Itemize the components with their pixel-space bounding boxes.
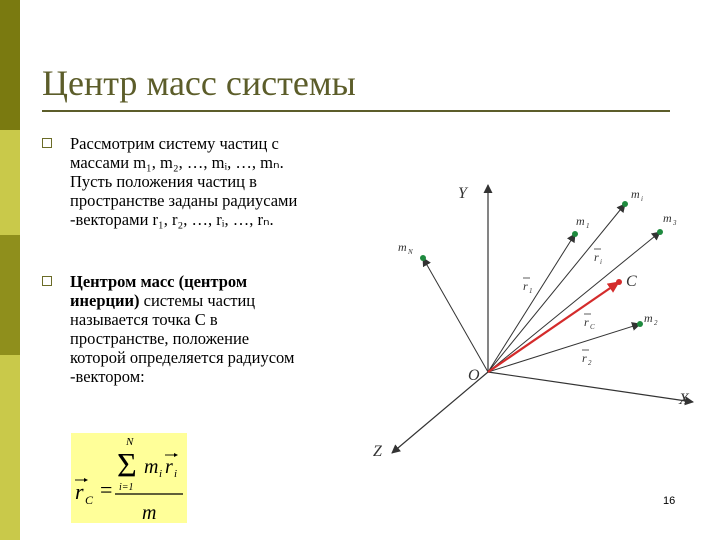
vector-arrow	[174, 453, 178, 457]
numerator-vector-sub: i	[174, 468, 178, 480]
sidebar-band	[0, 130, 20, 235]
numerator-vector: r	[165, 456, 173, 478]
formula-equals: =	[100, 477, 113, 502]
sum-upper-limit: N	[126, 436, 134, 448]
formula-lhs: r	[75, 479, 84, 504]
text-line: Пусть положения частиц в	[70, 172, 257, 191]
numerator-mass: m	[144, 456, 159, 478]
text-line: пространстве заданы радиусами	[70, 191, 298, 210]
mass-point-3	[657, 229, 663, 235]
sidebar-band	[0, 235, 20, 355]
label-rc: r	[584, 315, 589, 329]
z-axis	[392, 372, 488, 453]
text-line: массами m₁, m₂, …, mᵢ, …, mₙ.	[70, 153, 284, 172]
z-axis-label: Z	[373, 443, 382, 460]
origin-label: O	[468, 367, 480, 384]
label-m2-sub: 2	[654, 319, 658, 327]
vector-rn	[423, 258, 488, 372]
mass-point-2	[637, 321, 643, 327]
vector-rc	[488, 282, 619, 372]
label-mn-sub: N	[408, 248, 413, 256]
label-m3-sub: 3	[673, 219, 677, 227]
label-m2: m	[644, 311, 653, 325]
label-ri-sub: i	[600, 258, 602, 266]
text-line: -векторами r₁, r₂, …, rᵢ, …, rₙ.	[70, 210, 274, 229]
y-axis-label: Y	[458, 185, 467, 202]
text-line: которой определяется радиусом	[70, 348, 295, 367]
denominator: m	[142, 502, 157, 523]
text-line: называется точка C в	[70, 310, 218, 329]
slide-title: Центр масс системы	[42, 63, 356, 103]
center-of-mass-point	[616, 279, 622, 285]
coordinate-diagram	[360, 175, 700, 475]
label-mn: m	[398, 240, 407, 254]
numerator-mass-sub: i	[159, 468, 163, 480]
vector-arrow	[84, 478, 88, 482]
square-bullet-icon	[42, 138, 52, 148]
sidebar-band	[0, 355, 20, 540]
mass-point-n	[420, 255, 426, 261]
bullet-paragraph-2	[70, 272, 360, 386]
text-line: Рассмотрим систему частиц с	[70, 134, 279, 153]
sidebar-band	[0, 0, 20, 130]
text-line: пространстве, положение	[70, 329, 250, 348]
text-line: -вектором:	[70, 367, 145, 386]
bullet-paragraph-1	[70, 134, 360, 229]
label-m3: m	[663, 211, 672, 225]
label-r2: r	[582, 351, 587, 365]
sidebar-decoration	[0, 0, 20, 540]
label-m1-sub: 1	[586, 222, 590, 230]
vector-r1	[488, 234, 575, 372]
square-bullet-icon	[42, 276, 52, 286]
sum-sign: Σ	[117, 447, 137, 484]
sum-lower-limit: i=1	[119, 482, 134, 493]
definition-term: инерции)	[70, 291, 140, 310]
label-r1-sub: 1	[529, 287, 533, 295]
label-r1: r	[523, 279, 528, 293]
label-mi: m	[631, 187, 640, 201]
label-c: C	[626, 273, 637, 290]
title-underline	[42, 110, 670, 112]
mass-point-1	[572, 231, 578, 237]
definition-term: Центром масс (центром	[70, 272, 248, 291]
label-m1: m	[576, 214, 585, 228]
label-ri: r	[594, 250, 599, 264]
text-line: системы частиц	[139, 291, 256, 310]
vector-ri	[488, 204, 625, 372]
vector-r2	[488, 324, 640, 372]
formula-lhs-sub: C	[85, 493, 94, 507]
x-axis	[488, 372, 693, 402]
x-axis-label: X	[679, 391, 689, 408]
formula-graphic	[71, 433, 187, 523]
label-mi-sub: i	[641, 195, 643, 203]
label-rc-sub: C	[590, 323, 595, 331]
vector-r3	[488, 232, 660, 372]
label-r2-sub: 2	[588, 359, 592, 367]
center-of-mass-formula	[71, 433, 187, 523]
mass-point-i	[622, 201, 628, 207]
page-number: 16	[663, 495, 676, 507]
